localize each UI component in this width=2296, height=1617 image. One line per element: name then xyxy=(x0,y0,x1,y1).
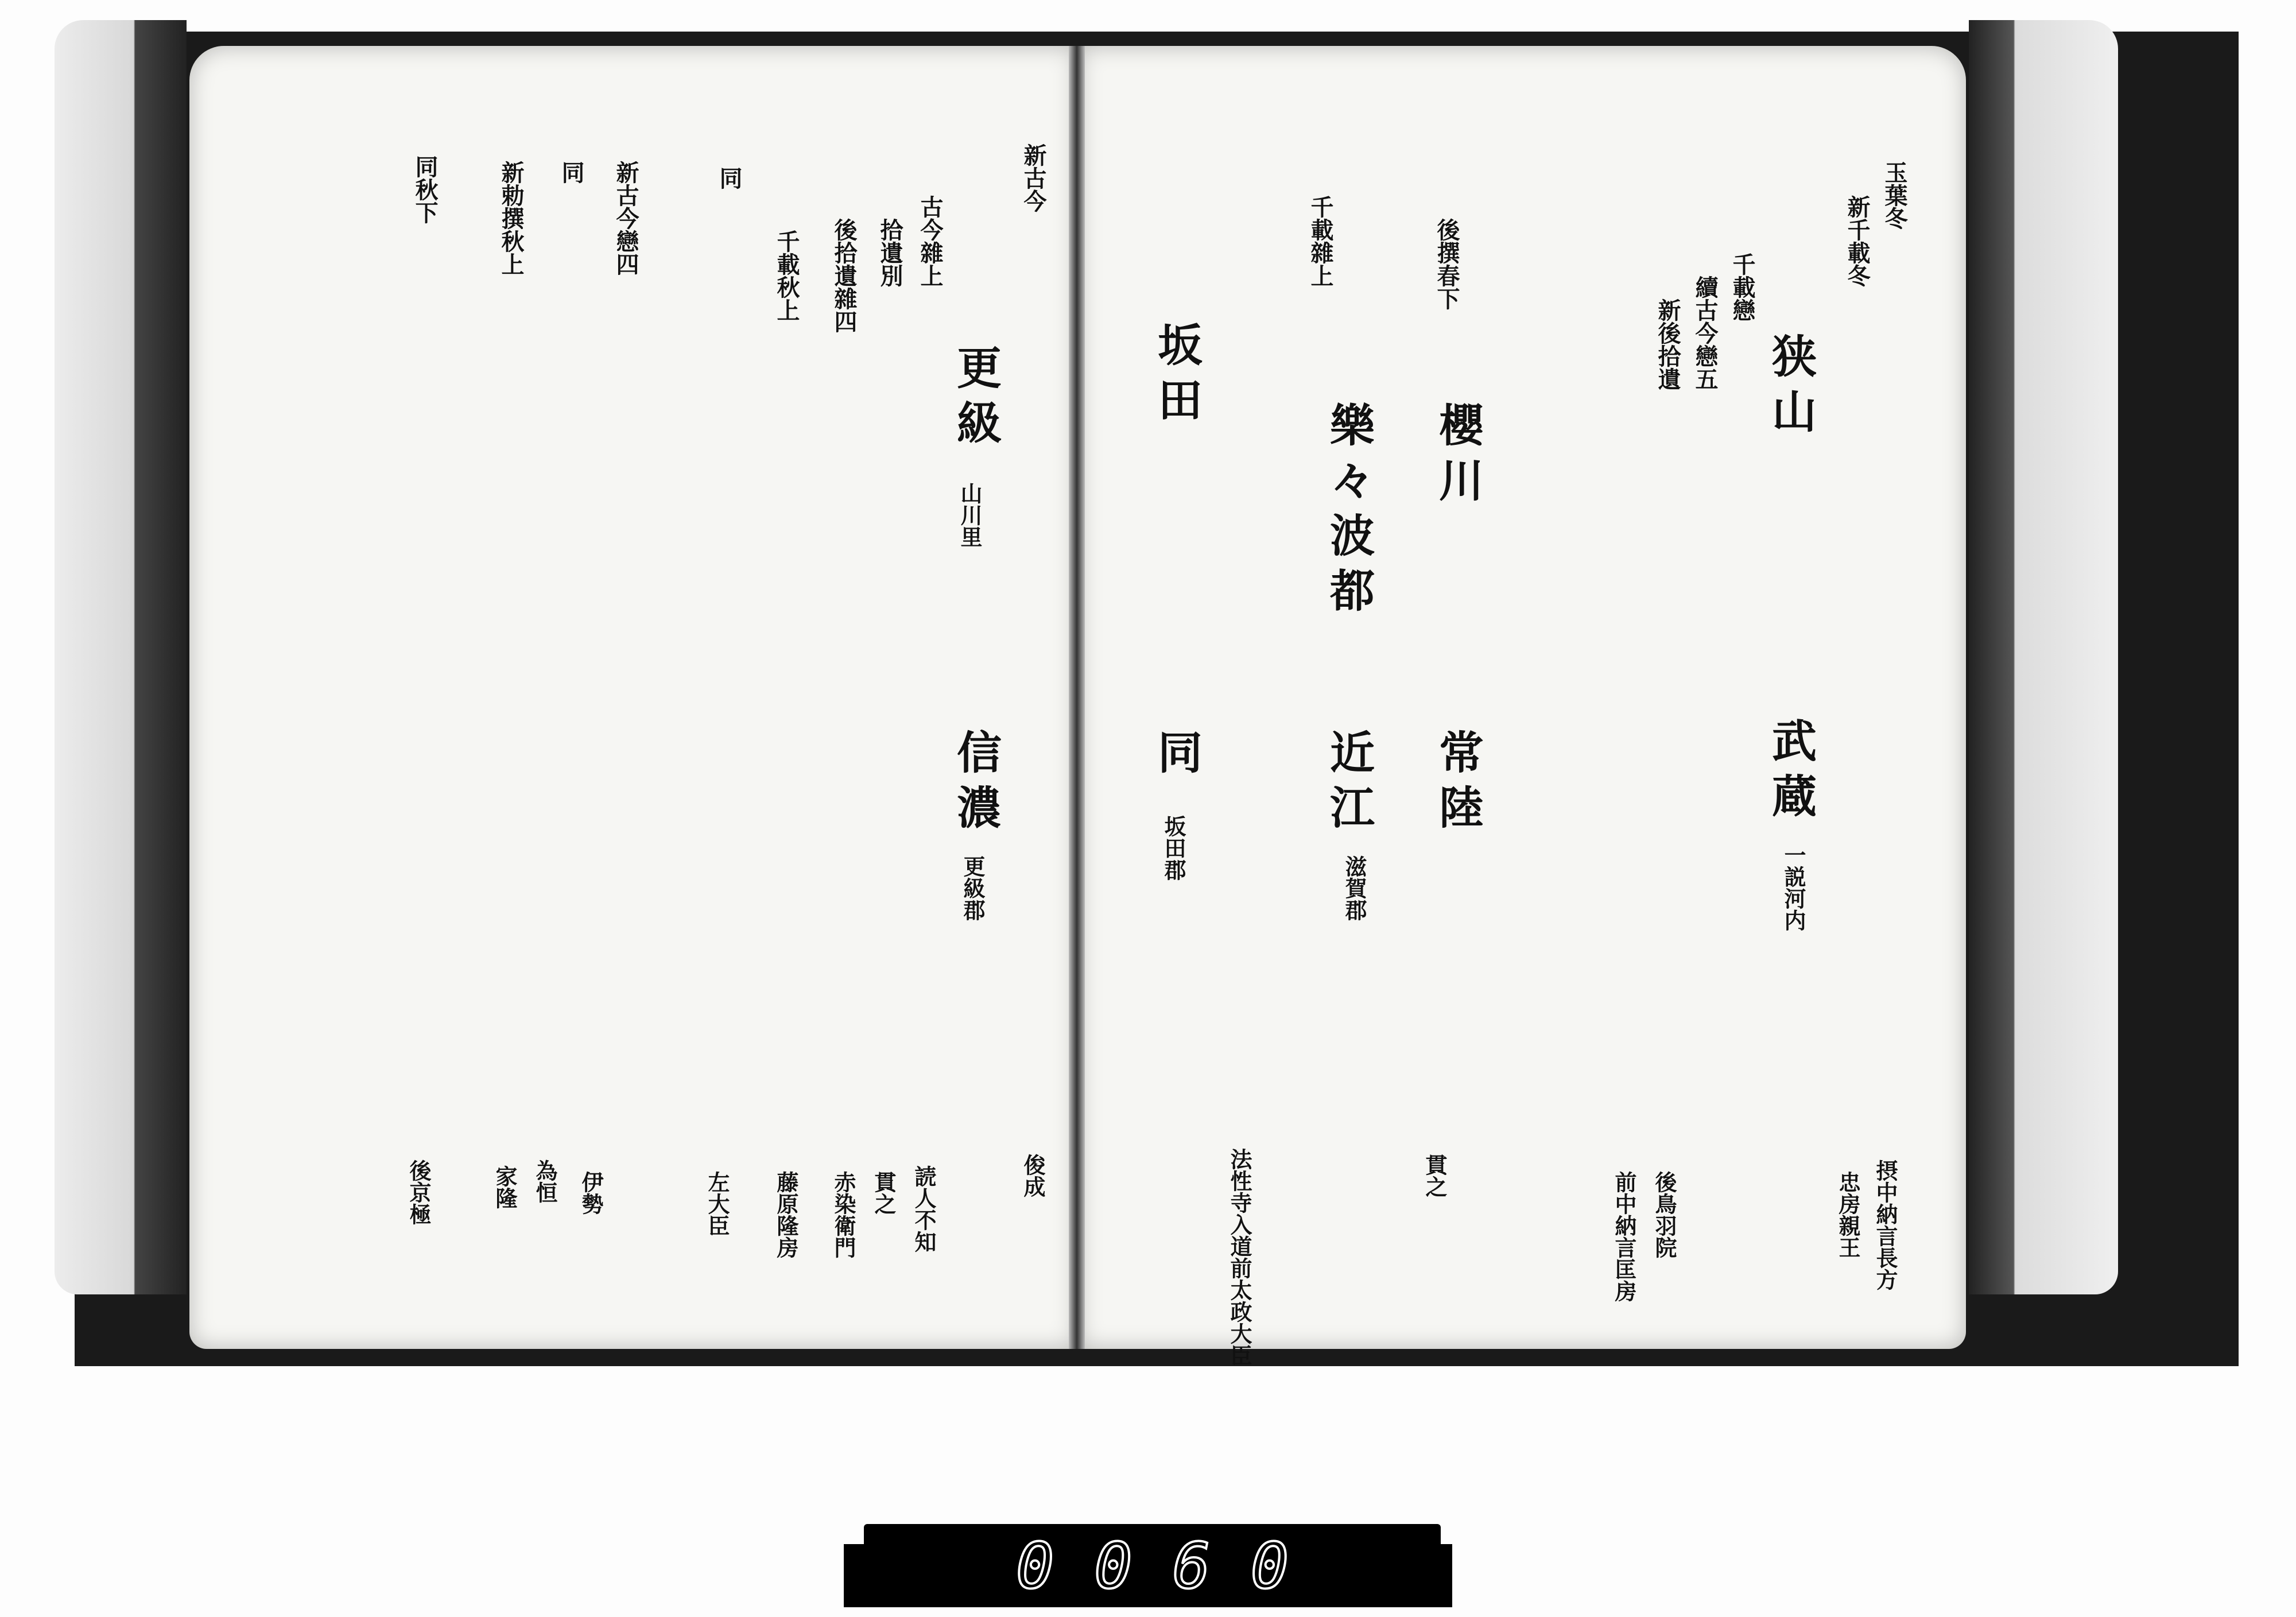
author-label: 忠房親王 xyxy=(1835,1171,1861,1258)
source-label: 千載雜上 xyxy=(1307,195,1334,287)
source-label: 新古今 xyxy=(1020,144,1047,212)
place-name: 常陸 xyxy=(1432,729,1484,839)
author-label: 藤原隆房 xyxy=(773,1171,799,1258)
source-label: 拾遺別 xyxy=(876,218,903,287)
source-label: 古今雜上 xyxy=(917,195,944,287)
author-label: 赤染衛門 xyxy=(831,1171,856,1258)
author-label: 前中納言匡房 xyxy=(1611,1171,1637,1302)
source-label: 新千載冬 xyxy=(1844,195,1871,287)
place-name: 同 xyxy=(1150,729,1203,784)
place-note: 坂田郡 xyxy=(1161,815,1186,881)
author-label: 左大臣 xyxy=(704,1171,730,1236)
author-label: 為恒 xyxy=(532,1160,558,1203)
place-name: 更級 xyxy=(949,344,1002,455)
author-label: 貫之 xyxy=(1422,1154,1448,1197)
frame-counter-bar xyxy=(864,1524,1441,1607)
source-label: 千載戀 xyxy=(1729,253,1756,321)
source-label: 後拾遺雜四 xyxy=(831,218,858,333)
book-edge-right xyxy=(1969,20,2118,1294)
place-note: 滋賀郡 xyxy=(1341,855,1367,921)
source-label: 玉葉冬 xyxy=(1881,161,1908,230)
author-label: 後京極 xyxy=(406,1160,432,1225)
place-note: 山川里 xyxy=(957,482,983,548)
author-label: 後鳥羽院 xyxy=(1651,1171,1677,1258)
author-label: 伊勢 xyxy=(578,1171,604,1215)
author-label: 貫之 xyxy=(871,1171,897,1215)
frame-counter: 0060 xyxy=(1016,1529,1329,1603)
left-page xyxy=(189,46,1076,1349)
source-label: 同 xyxy=(558,161,585,184)
author-label: 摂中納言長方 xyxy=(1872,1160,1898,1290)
book-edge-left xyxy=(55,20,187,1294)
right-page xyxy=(1079,46,1966,1366)
author-label: 家隆 xyxy=(492,1165,518,1209)
place-name: 樂々波都 xyxy=(1322,402,1375,622)
place-name: 信濃 xyxy=(949,729,1002,839)
source-label: 新古今戀四 xyxy=(612,161,639,276)
source-label: 千載秋上 xyxy=(773,230,800,321)
author-label: 読人不知 xyxy=(911,1165,937,1253)
source-label: 新勅撰秋上 xyxy=(498,161,525,276)
source-label: 後撰春下 xyxy=(1433,218,1460,310)
source-label: 續古今戀五 xyxy=(1692,276,1719,390)
author-label: 法性寺入道前太政大臣 xyxy=(1227,1148,1252,1366)
author-label: 俊成 xyxy=(1020,1154,1046,1197)
place-name: 武蔵 xyxy=(1764,718,1817,828)
counter-notch xyxy=(844,1544,867,1607)
book-gutter xyxy=(1069,46,1085,1349)
place-name: 狭山 xyxy=(1764,333,1817,443)
source-label: 同秋下 xyxy=(412,155,439,224)
place-name: 坂田 xyxy=(1150,321,1203,432)
place-note: 更級郡 xyxy=(960,855,986,921)
place-name: 櫻川 xyxy=(1432,402,1484,512)
place-name: 近江 xyxy=(1322,729,1375,839)
source-label: 同 xyxy=(716,166,743,189)
source-label: 新後拾遺 xyxy=(1654,298,1681,390)
place-note: 一説河内 xyxy=(1781,844,1806,931)
